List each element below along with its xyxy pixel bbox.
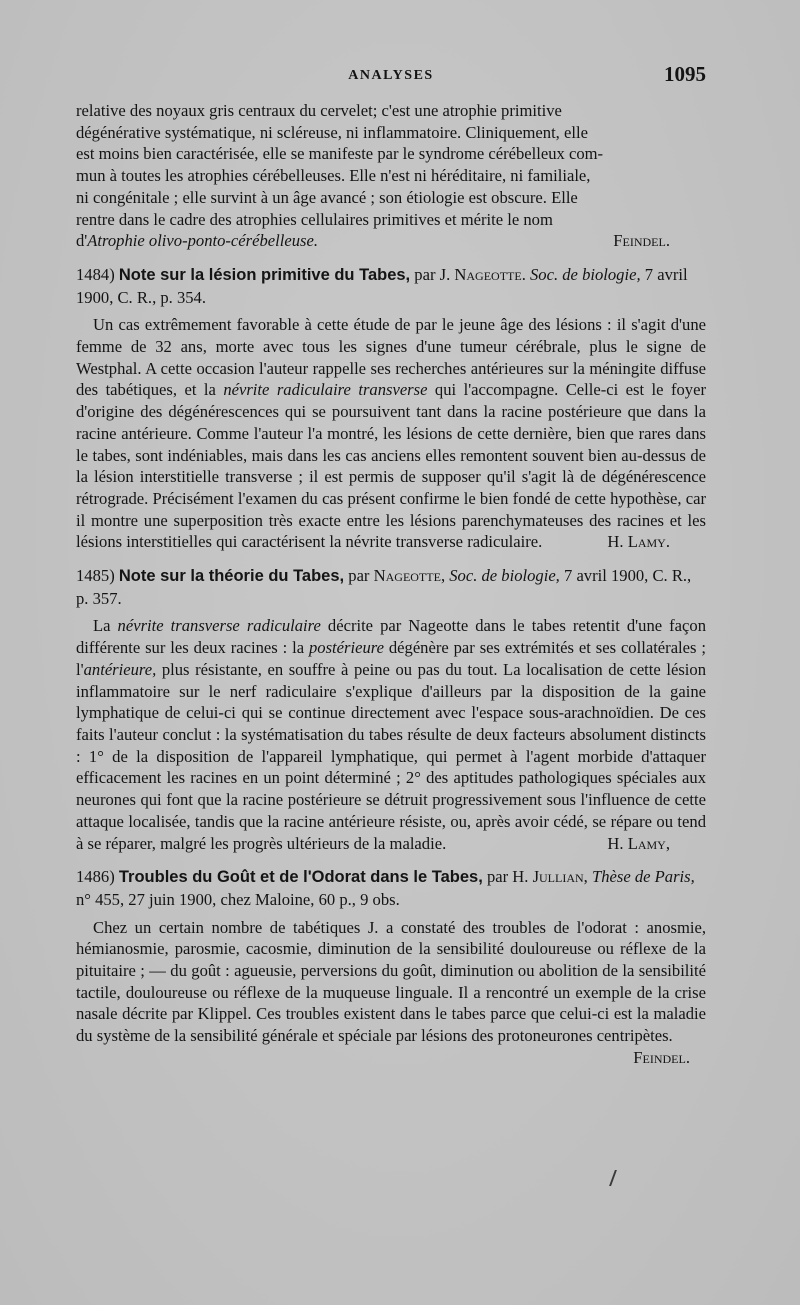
entry-title: Note sur la lésion primitive du Tabes, [118,265,411,284]
entry-number: 1485) [76,566,115,586]
entry-author: Nageotte [454,264,522,284]
signature: Feindel. [633,1047,690,1067]
entry-title: Troubles du Goût et de l'Odorat dans le Tabes, [118,868,483,887]
page-header [76,62,706,90]
running-head: ANALYSES [348,68,434,83]
page-number: 1095 [664,62,706,86]
entry-text: Un cas extrêmement favorable à cette étude de par le jeune âge des lésions : il s'agit d'une femme de 32 ans, morte avec tous les signes d'une tumeur cérébrale, plus le signe de Westphal. A cette occasion l'auteur rappelle ses recherches antérieures sur la méningite diffuse des tabétiques, et la névrite radiculaire transverse qui l'accompagne. Celle-ci est le foyer d'origine des dégénérescences qui se poursuivent tant dans la racine postérieure que dans la racine antérieure. Comme l'auteur l'a montré, les lésions de cette dernière, bien que rares dans le tabes, sont indéniables, mais dans les cas anciens elles remontent souvent bien au-dessus de la lésion interstitielle transverse ; il est permis de supposer qu'il s'agit là de dégénérescence rétrograde. Précisément l'examen du cas présent confirme le bien fondé de cette hypothèse, car il montre une superposition très exacte entre les lésions parenchymateuses des racines et les lésions interstitielles qui caractérisent la névrite transverse radiculaire. H. Lamy. [76,315,706,552]
abstract-entry-1485 [76,565,706,854]
entry-number: 1486) [76,867,115,887]
entry-text: Chez un certain nombre de tabétiques J. a constaté des troubles de l'odorat : anosmie, hémianosmie, parosmie, cacosmie, diminution de la sensibilité douloureuse ou réflexe de la pituitaire ; — du goût : agueusie, perversions du goût, diminution ou abolition de la sensibilité tactile, douloureuse ou réflexe de la muqueuse linguale. Il a rencontré un exemple de la crise nasale décrite par Klippel. Ces troubles existent dans le tabes parce que celui-ci est la maladie du système de la sensibilité générale et spéciale par lésions des protoneurones centripètes. Feindel. [76,917,706,1067]
abstract-entry-1486 [76,866,706,1068]
signature: H. Lamy. [607,532,670,552]
page-body [76,100,706,1069]
entry-heading: 1485) Note sur la théorie du Tabes, par Nageotte, Soc. de biologie, 7 avril 1900, C. R., p. 357. [76,566,692,608]
entry-heading: 1486) Troubles du Goût et de l'Odorat dans le Tabes, par H. Jullian, Thèse de Paris, n° 455, 27 juin 1900, chez Maloine, 60 p., 9 obs. [76,867,695,909]
ink-mark [609,1170,621,1186]
entry-heading: 1484) Note sur la lésion primitive du Tabes, par J. Nageotte. Soc. de biologie, 7 avril 1900, C. R., p. 354. [76,264,688,307]
entry-source: Soc. de biologie, [530,264,641,284]
continued-line: relative des noyaux gris centraux du cervelet; c'est une atrophie primitive dégénérative systématique, ni scléreuse, ni inflammatoire. Cliniquement, elle est moins bien caractérisée, elle se manifeste par le syndrome cérébelleux com- mun à toutes les atrophies cérébelleuses. Elle n'est ni héréditaire, ni familiale, ni congénitale ; elle survint à un âge avancé ; son étiologie est obscure. Elle rentre dans le cadre des atrophies cellulaires primitives et mérite le nom d'Atrophie olivo-ponto-cérébelleuse. Feindel. [76,100,706,252]
entry-title: Note sur la théorie du Tabes, [118,567,345,586]
entry-source: Soc. de biologie, [449,566,560,586]
entry-author: Nageotte [373,566,441,586]
entry-author: Jullian, [532,867,588,887]
abstract-entry-1484 [76,264,706,553]
entry-source: Thèse de Paris, [591,867,695,887]
entry-text: La névrite transverse radiculaire décrite par Nageotte dans le tabes retentit d'une façon différente sur les deux racines : la postérieure dégénère par ses extrémités et ses collatérales ; l'antérieure, plus résistante, en souffre à peine ou pas du tout. La localisation de cette lésion inflammatoire sur le nerf radiculaire s'explique d'ailleurs par la disposition de la gaine lymphatique de celui-ci qui se continue directement avec l'espace sous-arachnoïdien. De ces faits l'auteur conclut : la systématisation du tabes résulte de deux facteurs absolument distincts : 1° de la disposition de l'appareil lymphatique, qui permet à l'agent morbide d'attaquer efficacement les racines en un point déterminé ; 2° des aptitudes pathologiques spéciales aux neurones qui font que la racine postérieure se détruit progressivement sous l'influence de cette attaque localisée, tandis que la racine antérieure résiste, ou, après avoir cédé, se répare ou tend à se réparer, malgré les progrès ultérieurs de la maladie. H. Lamy, [76,616,706,853]
italic-term: Atrophie olivo-ponto-cérébelleuse. [87,231,318,251]
signature: Feindel. [613,231,670,251]
signature: H. Lamy, [607,833,670,853]
entry-number: 1484) [76,264,115,284]
continued-abstract [76,100,706,252]
